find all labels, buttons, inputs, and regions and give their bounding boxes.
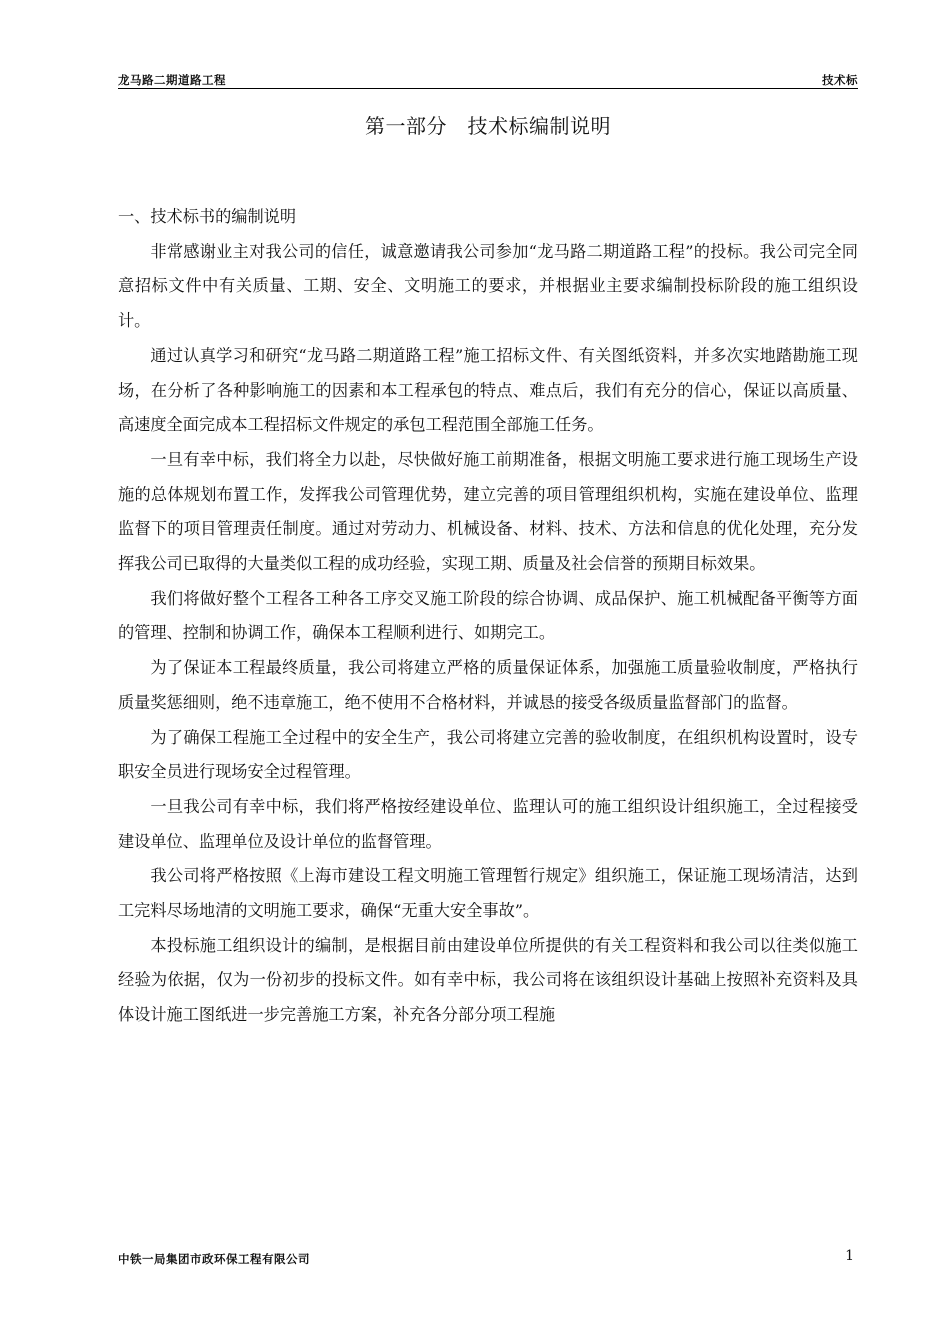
section-heading: 一、技术标书的编制说明 bbox=[118, 207, 297, 226]
footer-company-name: 中铁一局集团市政环保工程有限公司 bbox=[118, 1252, 310, 1266]
paragraph: 我们将做好整个工程各工种各工序交叉施工阶段的综合协调、成品保护、施工机械配备平衡等方面的管理、控制和协调工作，确保本工程顺利进行、如期完工。 bbox=[118, 588, 858, 643]
paragraph: 通过认真学习和研究“龙马路二期道路工程”施工招标文件、有关图纸资料，并多次实地踏勘施工现场，在分析了各种影响施工的因素和本工程承包的特点、难点后，我们有充分的信心，保证以高质量、高速度全面完成本工程招标文件规定的承包工程范围全部施工任务。 bbox=[118, 345, 858, 435]
paragraph: 为了保证本工程最终质量，我公司将建立严格的质量保证体系，加强施工质量验收制度，严格执行质量奖惩细则，绝不违章施工，绝不使用不合格材料，并诚恳的接受各级质量监督部门的监督。 bbox=[118, 658, 858, 712]
header-project-name: 龙马路二期道路工程 bbox=[118, 73, 226, 87]
document-body bbox=[118, 200, 858, 1033]
page-header bbox=[118, 70, 858, 88]
paragraph: 一旦有幸中标，我们将全力以赴，尽快做好施工前期准备，根据文明施工要求进行施工现场生产设施的总体规划布置工作，发挥我公司管理优势，建立完善的项目管理组织机构，实施在建设单位、监理监督下的项目管理责任制度。通过对劳动力、机械设备、材料、技术、方法和信息的优化处理，充分发挥我公司已取得的大量类似工程的成功经验，实现工期、质量及社会信誉的预期目标效果。 bbox=[118, 449, 858, 574]
paragraph: 非常感谢业主对我公司的信任，诚意邀请我公司参加“龙马路二期道路工程”的投标。我公司完全同意招标文件中有关质量、工期、安全、文明施工的要求，并根据业主要求编制投标阶段的施工组织设计。 bbox=[118, 241, 858, 331]
paragraph: 为了确保工程施工全过程中的安全生产，我公司将建立完善的验收制度，在组织机构设置时，设专职安全员进行现场安全过程管理。 bbox=[118, 727, 858, 782]
header-divider bbox=[118, 88, 858, 89]
paragraph: 本投标施工组织设计的编制，是根据目前由建设单位所提供的有关工程资料和我公司以往类似施工经验为依据，仅为一份初步的投标文件。如有幸中标，我公司将在该组织设计基础上按照补充资料及具体设计施工图纸进一步完善施工方案，补充各分部分项工程施 bbox=[118, 935, 858, 1025]
header-document-type: 技术标 bbox=[822, 73, 858, 87]
paragraph: 一旦我公司有幸中标，我们将严格按经建设单位、监理认可的施工组织设计组织施工，全过程接受建设单位、监理单位及设计单位的监督管理。 bbox=[118, 796, 858, 851]
paragraph: 我公司将严格按照《上海市建设工程文明施工管理暂行规定》组织施工，保证施工现场清洁，达到工完料尽场地清的文明施工要求，确保“无重大安全事故”。 bbox=[118, 866, 858, 921]
page-number: 1 bbox=[845, 1248, 854, 1264]
page-footer bbox=[118, 1248, 858, 1268]
page-title: 第一部分 技术标编制说明 bbox=[365, 114, 611, 138]
